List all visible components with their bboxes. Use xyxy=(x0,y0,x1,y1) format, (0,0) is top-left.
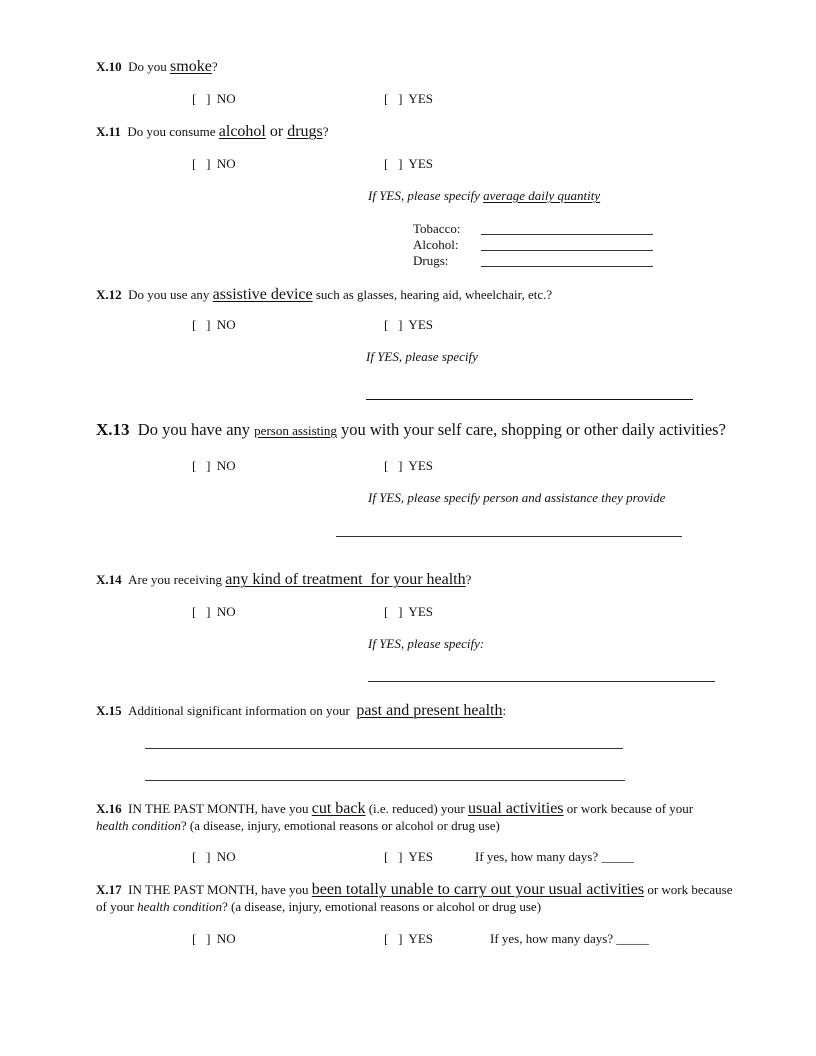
question-text: Do you consume alcohol or drugs? xyxy=(127,123,329,140)
x14-specify-input-line[interactable] xyxy=(368,681,715,682)
x11-field-label-tobacco: Tobacco: xyxy=(413,221,461,236)
x12-yes-checkbox[interactable]: [ ] YES xyxy=(384,317,433,332)
x11-field-label-alcohol: Alcohol: xyxy=(413,237,459,252)
question-x16 xyxy=(96,800,693,818)
question-x10 xyxy=(96,58,218,76)
key-term: assistive device xyxy=(212,286,313,303)
key-term: any kind of treatment for your health xyxy=(225,571,466,588)
question-text: Are you receiving any kind of treatment for your health? xyxy=(128,571,472,588)
x16-yes-checkbox[interactable]: [ ] YES xyxy=(384,849,433,864)
x11-tobacco-input-line[interactable] xyxy=(481,234,653,235)
x17-text-line-2: of your health condition? (a disease, injury, emotional reasons or alcohol or drug use) xyxy=(96,899,542,914)
x12-specify-input-line[interactable] xyxy=(366,399,693,400)
x17-yes-checkbox[interactable]: [ ] YES xyxy=(384,931,433,946)
question-text: Do you smoke? xyxy=(128,58,218,75)
key-term: person assisting xyxy=(254,423,337,438)
key-term: past and present health xyxy=(356,702,503,719)
x15-input-line-1[interactable] xyxy=(145,748,623,749)
question-text: IN THE PAST MONTH, have you been totally unable to carry out your usual activities or work because xyxy=(128,881,733,898)
question-x15 xyxy=(96,702,506,720)
key-term: average daily quantity xyxy=(483,188,601,203)
x10-no-checkbox[interactable]: [ ] NO xyxy=(192,91,236,106)
key-term: usual activities xyxy=(467,800,564,817)
x11-yes-checkbox[interactable]: [ ] YES xyxy=(384,156,433,171)
key-term: cut back xyxy=(311,800,366,817)
x14-yes-checkbox[interactable]: [ ] YES xyxy=(384,604,433,619)
question-number: X.15 xyxy=(96,703,122,718)
question-number: X.17 xyxy=(96,882,122,897)
x16-no-checkbox[interactable]: [ ] NO xyxy=(192,849,236,864)
question-text: Do you use any assistive device such as glasses, hearing aid, wheelchair, etc.? xyxy=(128,286,553,303)
x16-days-field[interactable]: If yes, how many days? _____ xyxy=(475,849,634,864)
key-term: smoke xyxy=(170,58,212,75)
x11-field-label-drugs: Drugs: xyxy=(413,253,449,268)
x13-yes-checkbox[interactable]: [ ] YES xyxy=(384,458,433,473)
x17-days-field[interactable]: If yes, how many days? _____ xyxy=(490,931,649,946)
question-number: X.12 xyxy=(96,287,122,302)
question-number: X.11 xyxy=(96,124,121,139)
question-number: X.13 xyxy=(96,420,130,439)
x16-text-line-2: health condition? (a disease, injury, emotional reasons or alcohol or drug use) xyxy=(96,818,500,833)
x17-no-checkbox[interactable]: [ ] NO xyxy=(192,931,236,946)
question-number: X.14 xyxy=(96,572,122,587)
x15-input-line-2[interactable] xyxy=(145,780,625,781)
x14-followup: If YES, please specify: xyxy=(368,636,485,651)
question-number: X.10 xyxy=(96,59,122,74)
x11-alcohol-input-line[interactable] xyxy=(481,250,653,251)
x10-yes-checkbox[interactable]: [ ] YES xyxy=(384,91,433,106)
key-term: drugs xyxy=(287,123,323,140)
question-x13 xyxy=(96,420,726,440)
x13-followup: If YES, please specify person and assistance they provide xyxy=(368,490,666,505)
x13-no-checkbox[interactable]: [ ] NO xyxy=(192,458,236,473)
x11-followup: If YES, please specify average daily quantity xyxy=(368,188,601,203)
x12-followup: If YES, please specify xyxy=(366,349,478,364)
question-text: Do you have any person assisting you with your self care, shopping or other daily activities? xyxy=(137,420,726,439)
question-x14 xyxy=(96,571,471,589)
question-x17 xyxy=(96,881,733,899)
x14-no-checkbox[interactable]: [ ] NO xyxy=(192,604,236,619)
question-x12 xyxy=(96,286,552,304)
key-term: been totally unable to carry out your usual activities xyxy=(311,881,645,898)
x11-drugs-input-line[interactable] xyxy=(481,266,653,267)
question-text: IN THE PAST MONTH, have you cut back (i.e. reduced) your usual activities or work because of your xyxy=(128,800,694,817)
question-number: X.16 xyxy=(96,801,122,816)
question-text: Additional significant information on your past and present health: xyxy=(128,702,507,719)
x12-no-checkbox[interactable]: [ ] NO xyxy=(192,317,236,332)
question-x11 xyxy=(96,123,329,141)
key-term: alcohol xyxy=(218,123,266,140)
x13-specify-input-line[interactable] xyxy=(336,536,682,537)
x11-no-checkbox[interactable]: [ ] NO xyxy=(192,156,236,171)
